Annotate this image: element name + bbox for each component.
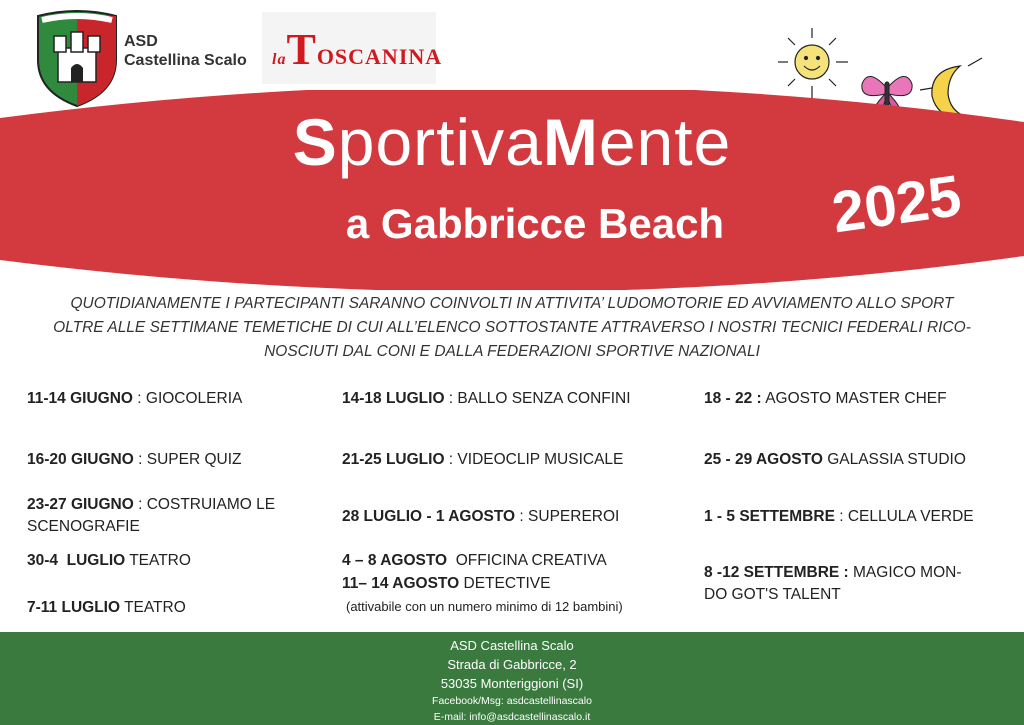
event-title xyxy=(0,104,1024,180)
club-name-line2: Castellina Scalo xyxy=(124,52,247,69)
schedule-item: 7-11 LUGLIO TEATRO xyxy=(27,599,186,616)
schedule-item: 1 - 5 SETTEMBRE : CELLULA VERDE xyxy=(704,508,974,525)
intro-line3: NOSCIUTI DAL CONI E DALLA FEDERAZIONI SPORTIVE NAZIONALI xyxy=(264,343,760,360)
footer-email[interactable]: E-mail: info@asdcastellinascalo.it xyxy=(433,711,591,723)
title-part3: M xyxy=(542,105,599,179)
schedule-item: 14-18 LUGLIO : BALLO SENZA CONFINI xyxy=(342,390,631,407)
schedule-item: 23-27 GIUGNO : COSTRUIAMO LE SCENOGRAFIE xyxy=(27,496,276,535)
schedule-item: 11-14 GIUGNO : GIOCOLERIA xyxy=(27,390,243,407)
footer-city: 53035 Monteriggioni (SI) xyxy=(440,676,584,691)
title-part4: ente xyxy=(598,105,732,179)
intro-text xyxy=(14,292,1010,364)
schedule-item: 25 - 29 AGOSTO GALASSIA STUDIO xyxy=(704,451,966,468)
schedule-item: 28 LUGLIO - 1 AGOSTO : SUPEREROI xyxy=(342,508,620,525)
sponsor-logo-t: T xyxy=(286,25,317,74)
footer-facebook[interactable]: Facebook/Msg: asdcastellinascalo xyxy=(432,695,592,707)
footer-org-name: ASD Castellina Scalo xyxy=(450,638,574,653)
schedule-item: 30-4 LUGLIO TEATRO xyxy=(27,552,191,569)
club-name xyxy=(124,32,247,70)
schedule-item: 4 – 8 AGOSTO OFFICINA CREATIVA xyxy=(342,552,607,569)
schedule-item: 21-25 LUGLIO : VIDEOCLIP MUSICALE xyxy=(342,451,624,468)
schedule-item: 11– 14 AGOSTO DETECTIVE xyxy=(342,575,551,592)
intro-line2: OLTRE ALLE SETTIMANE TEMETICHE DI CUI ALL’ELENCO SOTTOSTANTE ATTRAVERSO I NOSTRI TECNICI FEDERALI RICO- xyxy=(53,319,971,336)
event-year: 2025 xyxy=(828,163,965,246)
schedule-item: 18 - 22 : AGOSTO MASTER CHEF xyxy=(704,390,947,407)
sponsor-logo-rest: OSCANINA xyxy=(316,44,443,69)
title-part1: S xyxy=(292,105,338,179)
sponsor-logo xyxy=(272,24,442,75)
schedule-item: 16-20 GIUGNO : SUPER QUIZ xyxy=(27,451,242,468)
sponsor-logo-la: la xyxy=(272,51,287,68)
footer-contact xyxy=(0,632,1024,725)
sun-icon xyxy=(778,28,848,98)
intro-line1: QUOTIDIANAMENTE I PARTECIPANTI SARANNO COINVOLTI IN ATTIVITA’ LUDOMOTORIE ED AVVIAMENTO ALLO SPORT xyxy=(70,295,954,312)
footer-address: Strada di Gabbricce, 2 xyxy=(447,657,577,672)
event-subtitle: a Gabbricce Beach xyxy=(345,200,725,247)
club-name-line1: ASD xyxy=(124,33,158,50)
schedule-note: (attivabile con un numero minimo di 12 bambini) xyxy=(346,599,623,614)
title-part2: portiva xyxy=(337,105,543,179)
schedule-item: 8 -12 SETTEMBRE : MAGICO MON- DO GOT'S TALENT xyxy=(704,564,962,603)
